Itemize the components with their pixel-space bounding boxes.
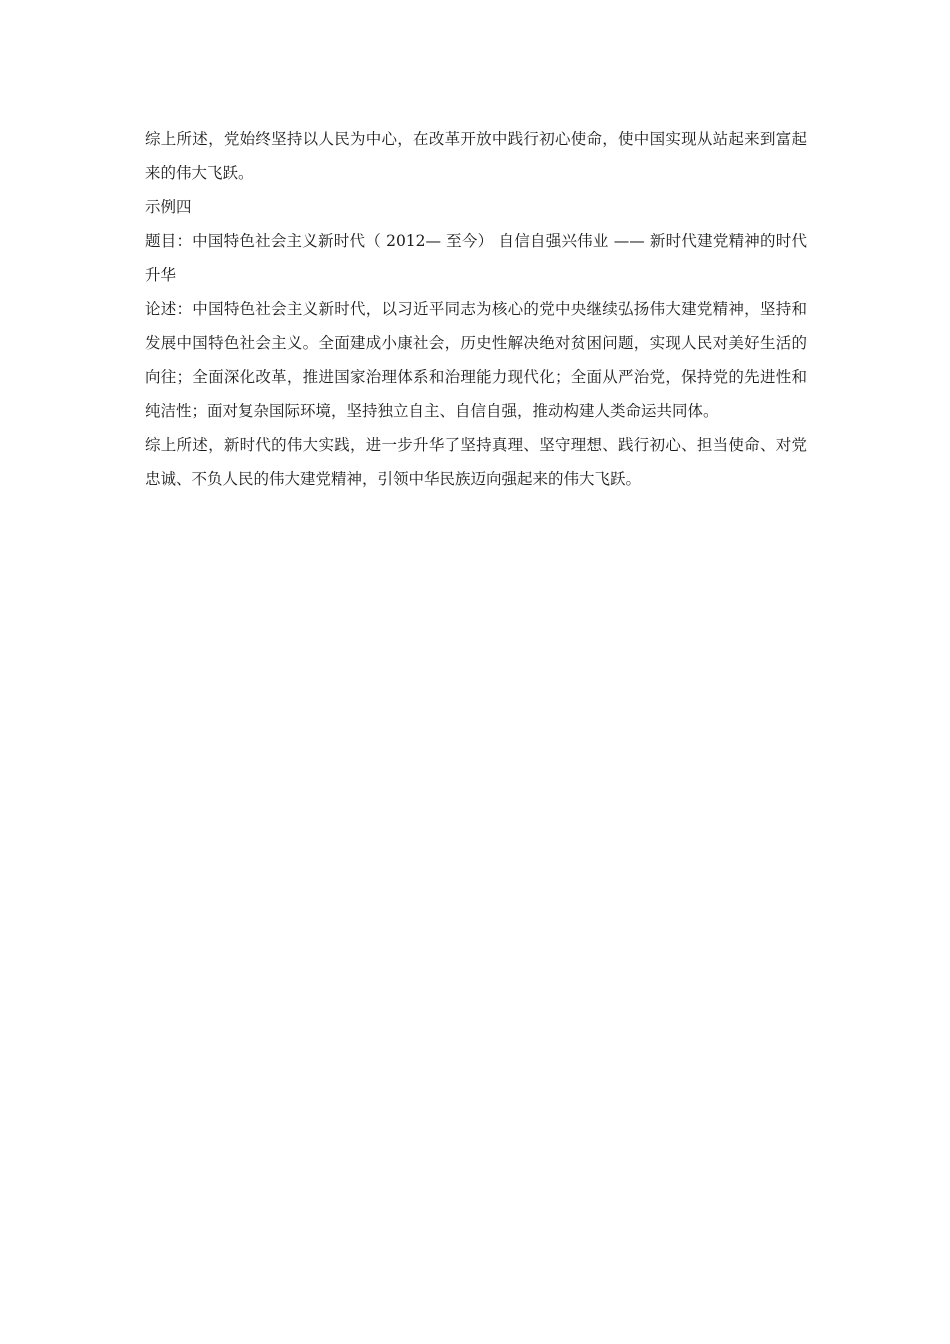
paragraph-summary-reform: 综上所述，党始终坚持以人民为中心，在改革开放中践行初心使命，使中国实现从站起来到富起来的伟大飞跃。 [145, 130, 807, 182]
document-body [145, 122, 807, 496]
paragraph-summary-new-era: 综上所述，新时代的伟大实践，进一步升华了坚持真理、坚守理想、践行初心、担当使命、对党忠诚、不负人民的伟大建党精神，引领中华民族迈向强起来的伟大飞跃。 [145, 436, 807, 488]
paragraph-topic: 题目：中国特色社会主义新时代（ 2012— 至今） 自信自强兴伟业 —— 新时代建党精神的时代升华 [145, 232, 807, 284]
paragraph-discussion: 论述：中国特色社会主义新时代，以习近平同志为核心的党中央继续弘扬伟大建党精神，坚持和发展中国特色社会主义。全面建成小康社会，历史性解决绝对贫困问题，实现人民对美好生活的向往；全面深化改革，推进国家治理体系和治理能力现代化；全面从严治党，保持党的先进性和纯洁性；面对复杂国际环境，坚持独立自主、自信自强，推动构建人类命运共同体。 [145, 300, 807, 420]
example-heading: 示例四 [145, 198, 192, 216]
